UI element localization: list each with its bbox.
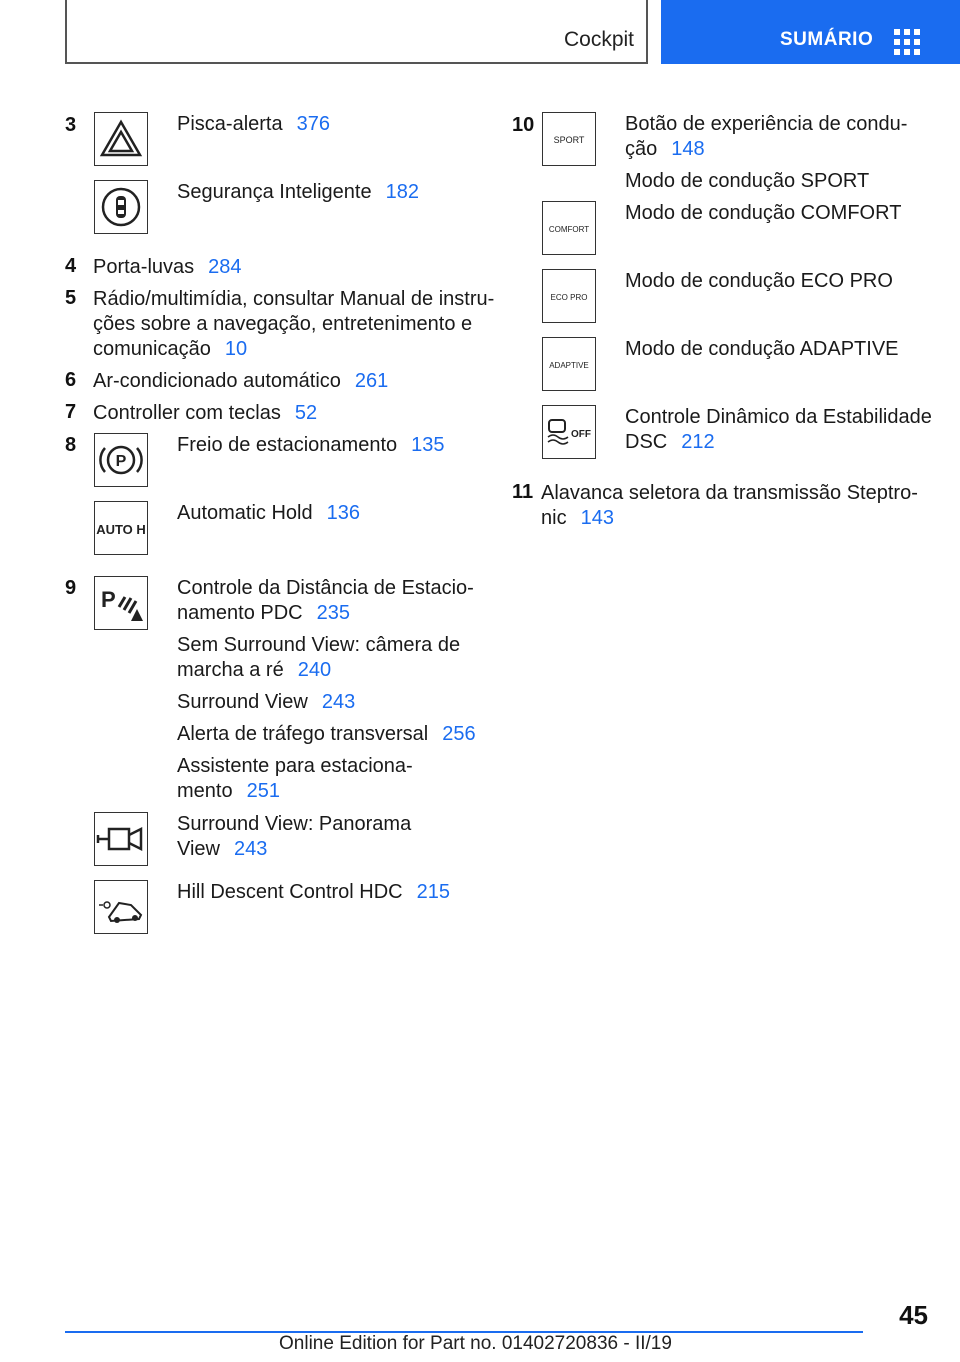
svg-text:P: P (101, 587, 116, 612)
entry-text: Modo de condução SPORT (625, 170, 870, 192)
chapter-title: Cockpit (563, 28, 634, 51)
edition-footer: Online Edition for Part no. 01402720836 - II/19 (279, 1333, 672, 1354)
auto-hold-icon (94, 501, 148, 555)
svg-text:ADAPTIVE: ADAPTIVE (549, 361, 589, 370)
entry-hill-descent-control (177, 880, 450, 905)
page-link[interactable]: 243 (321, 691, 356, 713)
page-link[interactable]: 251 (246, 780, 280, 802)
page-link[interactable]: 10 (224, 338, 248, 360)
summary-label: SUMÁRIO (780, 29, 874, 50)
page-link[interactable]: 212 (681, 431, 715, 453)
entry-alerta-trafego (177, 722, 476, 747)
entry-text-line: View (177, 838, 220, 860)
entry-alavanca-seletora (541, 481, 918, 531)
page-link[interactable]: 143 (580, 507, 614, 529)
entry-ar-condicionado (93, 369, 388, 394)
entry-text-line: namento PDC (177, 602, 303, 624)
dsc-off-icon (542, 405, 596, 459)
grid-menu-icon (894, 29, 920, 55)
page-link[interactable]: 135 (411, 434, 445, 456)
panorama-view-camera-icon (94, 812, 148, 866)
item-number-11: 11 (512, 481, 534, 503)
entry-text: Ar-condicionado automático (93, 370, 341, 392)
entry-text: Hill Descent Control HDC (177, 881, 403, 903)
entry-text-line: Assistente para estaciona- (177, 755, 413, 777)
intelligent-safety-icon (94, 180, 148, 234)
comfort-mode-icon (542, 201, 596, 255)
page-link[interactable]: 235 (316, 602, 350, 624)
page-link[interactable]: 215 (416, 881, 450, 903)
entry-text: Pisca-alerta (177, 113, 283, 135)
item-number-6: 6 (65, 369, 77, 391)
entry-text: Modo de condução ADAPTIVE (625, 338, 899, 360)
svg-text:AUTO H: AUTO H (96, 522, 146, 537)
chapter-header (65, 0, 648, 64)
entry-text-line: nic (541, 507, 567, 529)
entry-text-line: DSC (625, 431, 668, 453)
item-number-10: 10 (512, 114, 535, 136)
entry-controller (93, 401, 317, 426)
item-number-3: 3 (65, 114, 77, 136)
svg-text:SPORT: SPORT (553, 135, 585, 145)
entry-text: Controller com teclas (93, 402, 281, 424)
entry-text-line: Rádio/multimídia, consultar Manual de instru- (93, 288, 495, 310)
entry-text: Porta-luvas (93, 256, 195, 278)
entry-pisca-alerta (177, 112, 330, 137)
entry-automatic-hold (177, 501, 360, 526)
summary-button[interactable] (661, 0, 960, 64)
svg-text:P: P (115, 453, 127, 470)
entry-text-line: marcha a ré (177, 659, 284, 681)
page-link[interactable]: 243 (234, 838, 268, 860)
entry-text-line: Alavanca seletora da transmissão Steptro- (541, 482, 918, 504)
item-number-9: 9 (65, 577, 77, 599)
entry-text-line: Surround View: Panorama (177, 813, 412, 835)
entry-controle-dinamico (625, 405, 932, 455)
eco-pro-mode-icon (542, 269, 596, 323)
page-link[interactable]: 284 (208, 256, 242, 278)
entry-text: Modo de condução ECO PRO (625, 270, 893, 292)
entry-text-line: ções sobre a navegação, entretenimento e (93, 313, 473, 335)
hazard-warning-icon (94, 112, 148, 166)
page-link[interactable]: 376 (296, 113, 330, 135)
page-link[interactable]: 240 (297, 659, 332, 681)
entry-surround-view (177, 690, 355, 715)
page-link[interactable]: 256 (442, 723, 476, 745)
entry-text-line: ção (625, 138, 658, 160)
entry-modo-eco-pro (625, 269, 893, 294)
page-link[interactable]: 52 (294, 402, 318, 424)
entry-text: Segurança Inteligente (177, 181, 372, 203)
page-link[interactable]: 182 (385, 181, 419, 203)
entry-text-line: Botão de experiência de condu- (625, 113, 908, 135)
page-link[interactable]: 148 (671, 138, 705, 160)
item-number-5: 5 (65, 287, 77, 309)
entry-modo-adaptive (625, 337, 899, 362)
entry-text: Modo de condução COMFORT (625, 202, 902, 224)
entry-text-line: Controle Dinâmico da Estabilidade (625, 406, 932, 428)
entry-botao-experiencia (625, 112, 907, 162)
entry-text-line: Controle da Distância de Estacio- (177, 577, 474, 599)
entry-text-line: Sem Surround View: câmera de (177, 634, 461, 656)
entry-modo-sport (625, 169, 869, 194)
hill-descent-car-icon (94, 880, 148, 934)
entry-text-line: comunicação (93, 338, 211, 360)
svg-text:OFF: OFF (571, 429, 591, 440)
entry-porta-luvas (93, 255, 242, 280)
entry-radio-multimidia (93, 287, 494, 362)
entry-seguranca-inteligente (177, 180, 419, 205)
parking-brake-icon (94, 433, 148, 487)
entry-sem-surround-view (177, 633, 460, 683)
page-number: 45 (899, 1300, 928, 1330)
entry-panorama-view (177, 812, 411, 862)
entry-text: Surround View (177, 691, 308, 713)
page-link[interactable]: 261 (354, 370, 389, 392)
item-number-8: 8 (65, 434, 77, 456)
entry-text: Automatic Hold (177, 502, 313, 524)
sport-mode-icon (542, 112, 596, 166)
entry-modo-comfort (625, 201, 901, 226)
entry-text: Alerta de tráfego transversal (177, 723, 429, 745)
entry-text-line: mento (177, 780, 233, 802)
entry-assistente-estacionamento (177, 754, 413, 804)
item-number-7: 7 (65, 401, 77, 423)
page-link[interactable]: 136 (326, 502, 360, 524)
adaptive-mode-icon (542, 337, 596, 391)
entry-pdc (177, 576, 474, 626)
entry-freio-estacionamento (177, 433, 445, 458)
item-number-4: 4 (65, 255, 77, 277)
svg-text:COMFORT: COMFORT (548, 225, 590, 234)
pdc-icon (94, 576, 148, 630)
svg-text:ECO PRO: ECO PRO (550, 293, 588, 302)
entry-text: Freio de estacionamento (177, 434, 398, 456)
